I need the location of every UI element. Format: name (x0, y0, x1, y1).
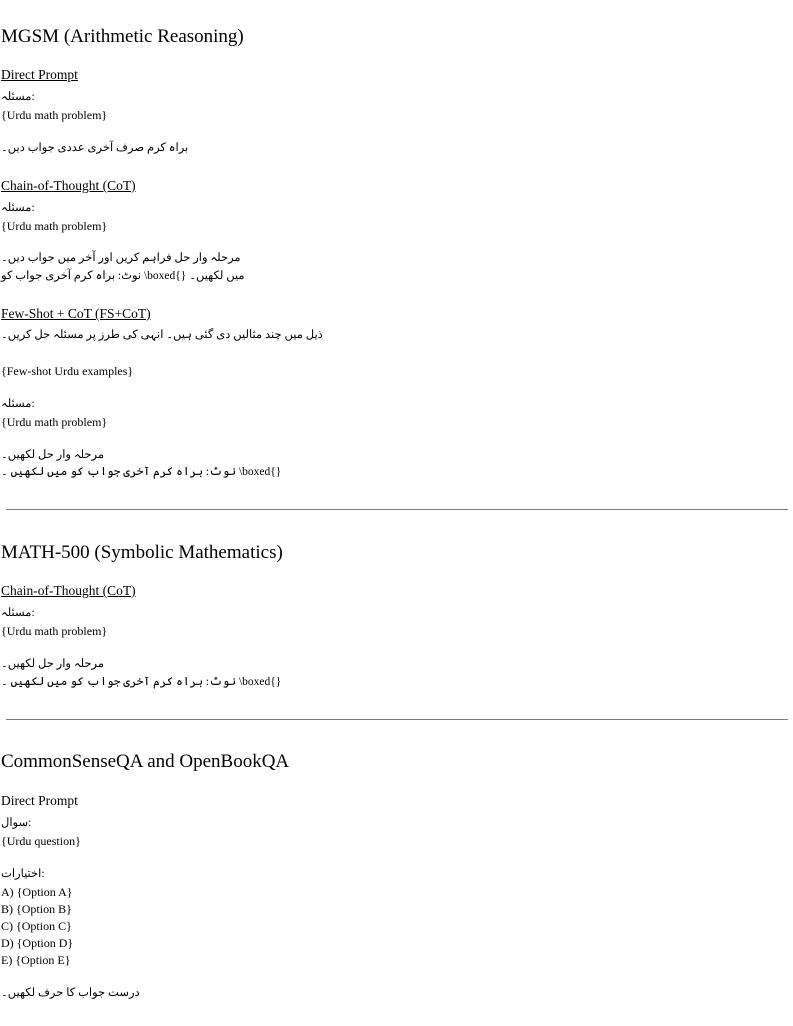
subheading-cot: Chain-of-Thought (CoT) (1, 178, 136, 193)
instruction-text: درست جواب کا حرف لکھیں۔ (1, 987, 140, 999)
problem-label: مسئلہ: (1, 202, 35, 214)
section-title-mgsm: MGSM (Arithmetic Reasoning) (1, 26, 244, 47)
option-item: E) {Option E} (1, 953, 71, 967)
instruction-text: مرحلہ وار حل لکھیں۔ (1, 658, 105, 670)
subheading-direct-prompt: Direct Prompt (1, 67, 78, 82)
section-divider (6, 509, 788, 510)
problem-label: مسئلہ: (1, 398, 35, 410)
option-item: D) {Option D} (1, 936, 74, 950)
options-label: اختیارات: (1, 868, 45, 880)
boxed-note: نوٹ: براہ کرم آخری جواب کو میں لکھیں ۔ \boxed{} (1, 466, 282, 478)
instruction-text: براہ کرم صرف آخری عددی جواب دیں۔ (1, 142, 189, 154)
problem-label: مسئلہ: (1, 607, 35, 619)
section-divider (6, 719, 788, 720)
few-shot-intro: ذیل میں چند مثالیں دی گئی ہیں۔ انہی کی طرز پر مسئلہ حل کریں۔ (1, 329, 323, 341)
boxed-note: نوٹ: براہ کرم آخری جواب کو \boxed{} میں لکھیں۔ (1, 270, 245, 282)
question-placeholder: {Urdu question} (1, 834, 81, 848)
option-item: C) {Option C} (1, 919, 72, 933)
instruction-text: مرحلہ وار حل لکھیں۔ (1, 449, 105, 461)
boxed-note: نوٹ: براہ کرم آخری جواب کو میں لکھیں ۔ \boxed{} (1, 676, 282, 688)
section-title-math500: MATH-500 (Symbolic Mathematics) (1, 542, 283, 563)
option-item: B) {Option B} (1, 902, 72, 916)
problem-placeholder: {Urdu math problem} (1, 415, 108, 429)
subheading-cot: Chain-of-Thought (CoT) (1, 583, 136, 598)
instruction-text: مرحلہ وار حل فراہم کریں اور آخر میں جواب دیں۔ (1, 252, 241, 264)
question-label: سوال: (1, 817, 32, 829)
subheading-fs-cot: Few-Shot + CoT (FS+CoT) (1, 306, 151, 321)
problem-placeholder: {Urdu math problem} (1, 108, 108, 122)
option-item: A) {Option A} (1, 885, 73, 899)
problem-placeholder: {Urdu math problem} (1, 624, 108, 638)
problem-label: مسئلہ: (1, 91, 35, 103)
subheading-direct-prompt: Direct Prompt (1, 793, 78, 808)
problem-placeholder: {Urdu math problem} (1, 219, 108, 233)
few-shot-examples-placeholder: {Few-shot Urdu examples} (1, 364, 134, 378)
section-title-csqa: CommonSenseQA and OpenBookQA (1, 751, 290, 772)
